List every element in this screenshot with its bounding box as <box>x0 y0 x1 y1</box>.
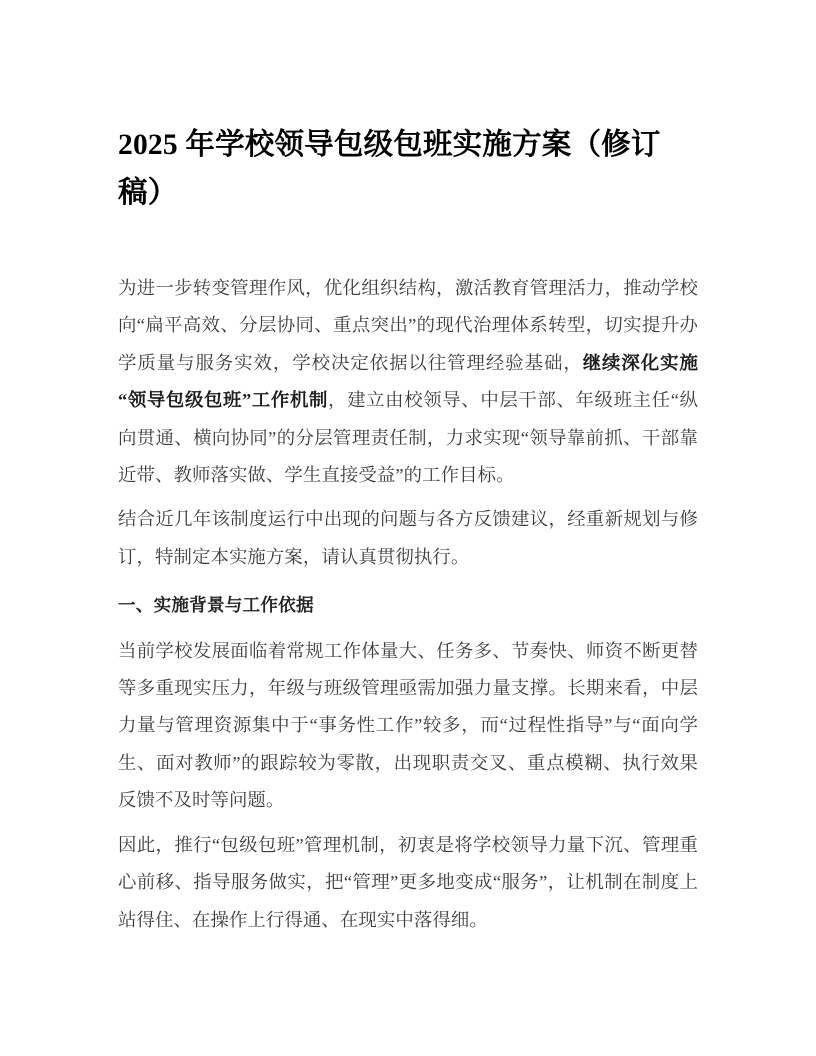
intro-paragraph-1 <box>118 270 698 494</box>
section-1-paragraph-2: 因此，推行“包级包班”管理机制，初衷是将学校领导力量下沉、管理重心前移、指导服务做实，把“管理”更多地变成“服务”，让机制在制度上站得住、在操作上行得通、在现实中落得细。 <box>118 834 698 930</box>
intro-paragraph-1-part-1: 为进一步转变管理作风，优化组织结构，激活教育管理活力，推动学校向“扁平高效、分层协同、重点突出”的现代治理体系转型，切实提升办学质量与服务实效，学校决定依据以往管理经验基础， <box>118 278 698 373</box>
document-title: 2025 年学校领导包级包班实施方案（修订稿） <box>118 129 661 209</box>
document-content <box>118 0 698 939</box>
section-heading-1: 一、实施背景与工作依据 <box>118 595 314 616</box>
intro-paragraph-1-part-2: ，建立由校领导、中层干部、年级班主任“纵向贯通、横向协同”的分层管理责任制，力求实现“领导靠前抓、干部靠近带、教师落实做、学生直接受益”的工作目标。 <box>118 390 698 486</box>
section-1-paragraph-1: 当前学校发展面临着常规工作体量大、任务多、节奏快、师资不断更替等多重现实压力，年级与班级管理亟需加强力量支撑。长期来看，中层力量与管理资源集中于“事务性工作”较多，而“过程性指导”与“面向学生、面对教师”的跟踪较为零散，出现职责交叉、重点模糊、执行效果反馈不及时等问题。 <box>118 640 698 811</box>
intro-paragraph-1-bold-run: 继续深化实施“领导包级包班”工作机制 <box>118 352 698 411</box>
intro-paragraph-2: 结合近几年该制度运行中出现的问题与各方反馈建议，经重新规划与修订，特制定本实施方案，请认真贯彻执行。 <box>118 509 698 567</box>
